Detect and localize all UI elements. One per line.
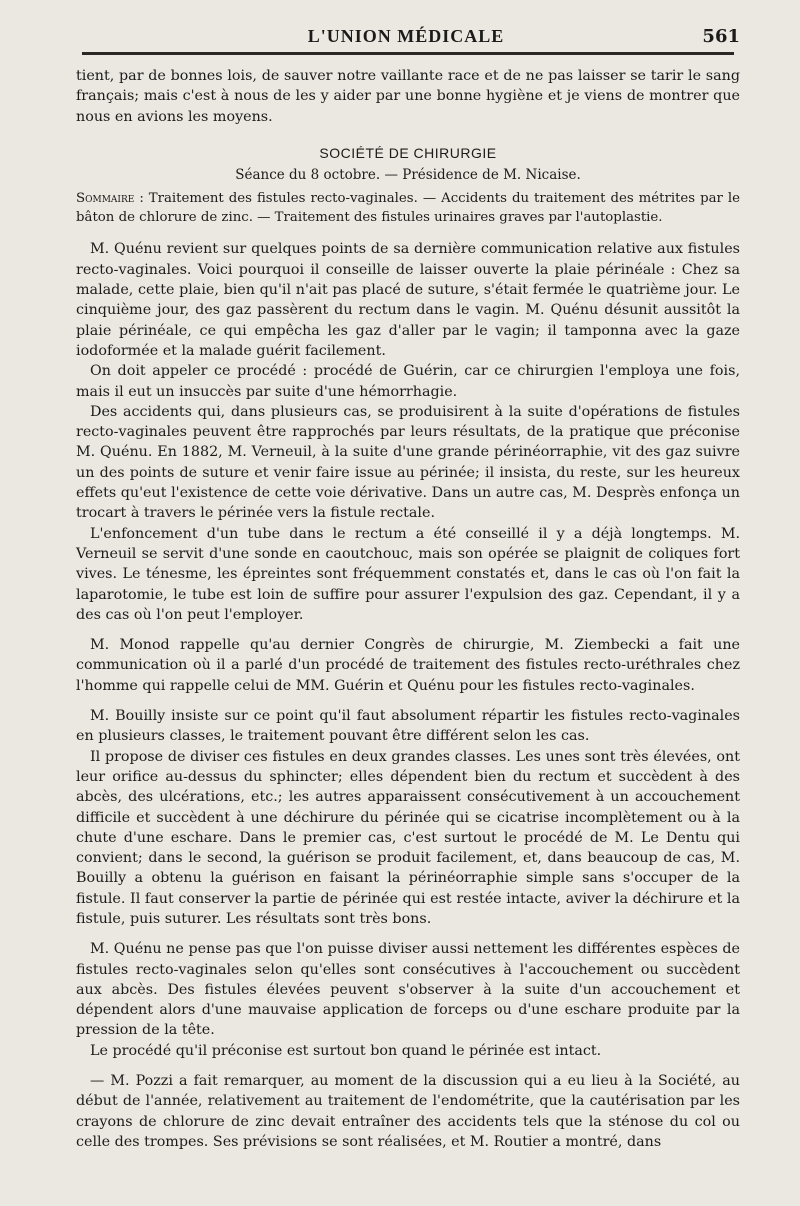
header-rule (82, 52, 734, 55)
paragraph: — M. Pozzi a fait remarquer, au moment de la discussion qui a eu lieu à la Société, au début de l'année, relativement au traitement de l'endométrite, que la cautérisation par les crayons de chlorure de zinc devait entraîner des accidents tels que la sténose du col ou celle des trompes. Ses prévisions se sont réalisées, et M. Routier a montré, dans (76, 1073, 740, 1150)
session-line: Séance du 8 octobre. — Présidence de M. Nicaise. (235, 167, 581, 184)
summary-text: : Traitement des fistules recto-vaginales. — Accidents du traitement des métrites par le bâton de chlorure de zinc. — Traitement des fistules urinaires graves par l'autoplastie. (76, 191, 740, 226)
paragraph: Le procédé qu'il préconise est surtout bon quand le périnée est intact. (90, 1042, 602, 1059)
running-title: L'UNION MÉDICALE (307, 26, 505, 46)
page-header (72, 24, 740, 54)
summary-label: Sommaire (76, 191, 135, 207)
summary (76, 189, 740, 227)
paragraph: Il propose de diviser ces fistules en deux grandes classes. Les unes sont très élevées, ont leur orifice au-dessus du sphincter; elles dépendent bien du rectum et succèdent à des abcès, des ulcérations, etc.; les autres apparaissent consécutivement à un accouchement difficile et succèdent à une déchirure du périnée qui se cicatrise incomplètement ou à la chute d'une eschare. Dans le premier cas, c'est surtout le procédé de M. Le Dentu qui convient; dans le second, la guérison se produit facilement, et, dans beaucoup de cas, M. Bouilly a obtenu la guérison en faisant la périnéorraphie simple sans s'occuper de la fistule. Il faut conserver la partie de périnée qui est restée intacte, aviver la déchirure et la fistule, puis suturer. Les résultats sont très bons. (76, 748, 740, 927)
section-heading: SOCIÉTÉ DE CHIRURGIE (319, 144, 497, 161)
paragraph: M. Quénu revient sur quelques points de sa dernière communication relative aux fistules recto-vaginales. Voici pourquoi il conseille de laisser ouverte la plaie périnéale : Chez sa malade, cette plaie, bien qu'il n'ait pas placé de suture, s'était fermée le quatrième jour. Le cinquième jour, des gaz passèrent du rectum dans le vagin. M. Quénu désunit aussitôt la plaie périnéale, ce qui empêcha les gaz d'aller par le vagin; il tamponna avec la gaze iodoformée et la malade guérit facilement. (76, 241, 740, 359)
article-body (76, 66, 740, 1152)
paragraph: L'enfoncement d'un tube dans le rectum a été conseillé il y a déjà longtemps. M. Verneuil se servit d'une sonde en caoutchouc, mais son opérée se plaignit de coliques fort vives. Le ténesme, les épreintes sont fréquemment constatés et, dans le cas où l'on fait la laparotomie, le tube est loin de suffire pour assurer l'expulsion des gaz. Cependant, il y a des cas où l'on peut l'employer. (76, 525, 740, 623)
intro-paragraph: tient, par de bonnes lois, de sauver notre vaillante race et de ne pas laisser se tarir le sang français; mais c'est à nous de les y aider par une bonne hygiène et je viens de montrer que nous en avions les moyens. (76, 68, 740, 125)
paragraph: M. Bouilly insiste sur ce point qu'il faut absolument répartir les fistules recto-vaginales en plusieurs classes, le traitement pouvant être différent selon les cas. (76, 708, 740, 745)
paragraph: M. Quénu ne pense pas que l'on puisse diviser aussi nettement les différentes espèces de fistules recto-vaginales selon qu'elles sont consécutives à l'accouchement ou succèdent aux abcès. Des fistules élevées peuvent s'observer à la suite d'un accouchement et dépendent alors d'une mauvaise application de forceps ou d'une eschare produite par la pression de la tête. (76, 941, 740, 1039)
page-number: 561 (702, 26, 740, 47)
paragraph: Des accidents qui, dans plusieurs cas, se produisirent à la suite d'opérations de fistules recto-vaginales peuvent être rapprochés par leurs résultats, de la pratique que préconise M. Quénu. En 1882, M. Verneuil, à la suite d'une grande périnéorraphie, vit des gaz suivre un des points de suture et venir faire issue au périnée; il insista, du reste, sur les heureux effets qu'eut l'existence de cette voie dérivative. Dans un autre cas, M. Desprès enfonça un trocart à travers le périnée vers la fistule rectale. (76, 403, 740, 522)
paragraph: M. Monod rappelle qu'au dernier Congrès de chirurgie, M. Ziembecki a fait une communication où il a parlé d'un procédé de traitement des fistules recto-uréthrales chez l'homme qui rappelle celui de MM. Guérin et Quénu pour les fistules recto-vaginales. (76, 637, 740, 694)
paragraph: On doit appeler ce procédé : procédé de Guérin, car ce chirurgien l'employa une fois, mais il eut un insuccès par suite d'une hémorrhagie. (76, 363, 740, 400)
